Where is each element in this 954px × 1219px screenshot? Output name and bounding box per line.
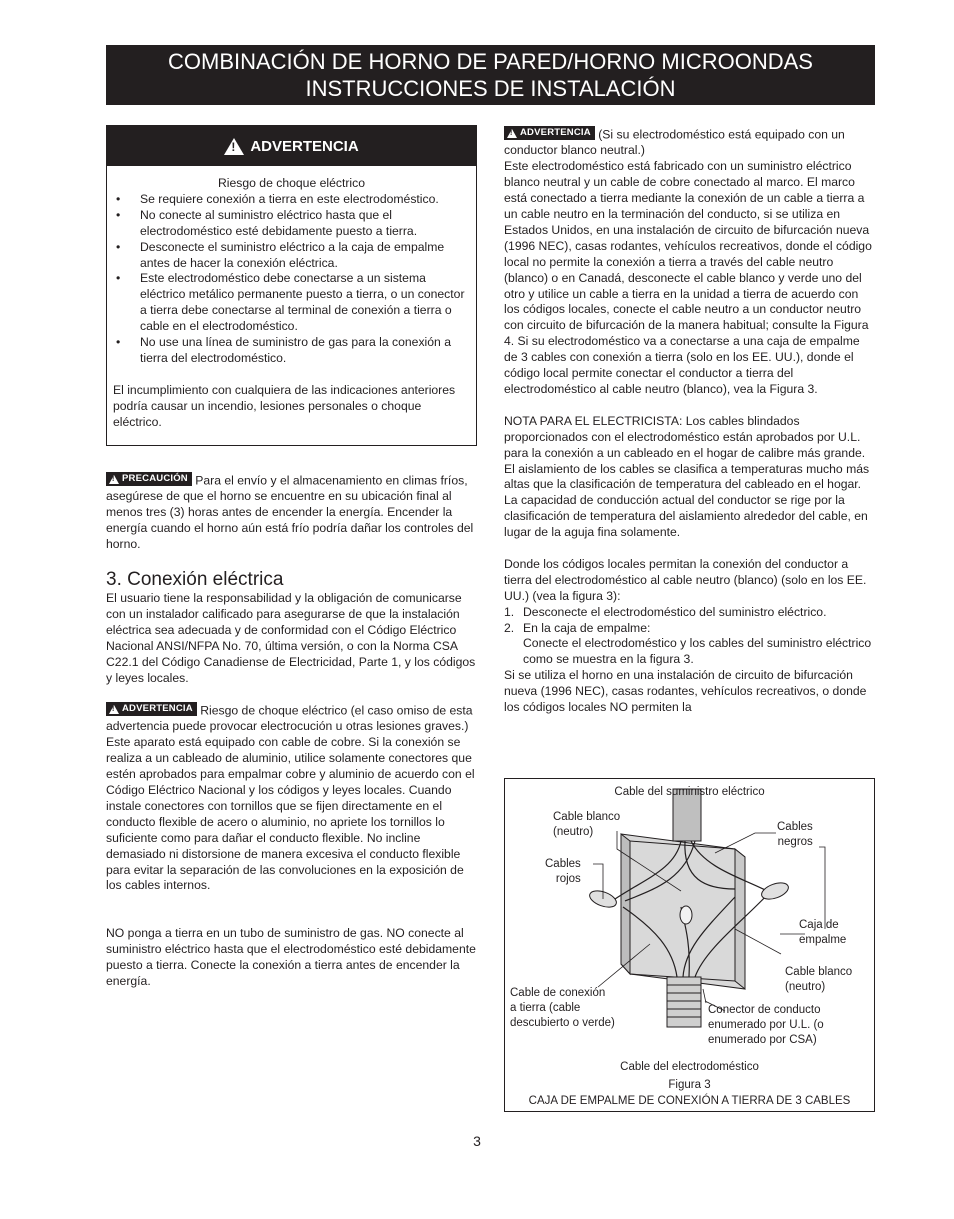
warning-tag: ! ADVERTENCIA [106,702,197,716]
figure-caption: CAJA DE EMPALME DE CONEXIÓN A TIERRA DE 3 CABLES [528,1095,851,1107]
warning-list-item: • No use una línea de suministro de gas para la conexión a tierra del electrodoméstico. [113,335,470,367]
section-intro: El usuario tiene la responsabilidad y la obligación de comunicarse con un instalador calificado para asegurarse de que la instalación eléctrica sea adecuada y de conformidad con el Código Eléctrico Nacional ANSI/NFPA No. 70, última versión, o con la Norma CSA C22.1 del Código Canadiense de Electricidad, Parte 1, y los códigos y leyes locales. [106,591,476,685]
paragraph-branch-circuit: Si se utiliza el horno en una instalación de circuito de bifurcación nueva (1996 NEC), casas rodantes, vehículos recreativos, o donde los códigos locales NO permiten la [504,668,867,715]
step-item: 2. En la caja de empalme: Conecte el electrodoméstico y los cables del suministro eléctrico como se muestra en la figura 3. [504,621,876,669]
figure-number: Figura 3 [668,1079,711,1091]
figure-label-junction-box: Caja de empalme [799,919,847,946]
step-item: 1. Desconecte el electrodoméstico del suministro eléctrico. [504,604,827,619]
copper-warning-text: Riesgo de choque eléctrico (el caso omiso de esta advertencia puede provocar electrocución u otras lesiones graves.) Este aparato está equipado con cable de cobre. Si la conexión se realiza a un cableado de aluminio, utilice solamente conectores que estén aprobados para empalmar cobre y aluminio de acuerdo con el Código Eléctrico Nacional y los códigos y leyes locales. Cuando instale conectores con tornillos que se fijen directamente en el conducto flexible de acero o aluminio, no apriete los tornillos lo suficiente como para dañar el conducto flexible. No incline demasiado ni distorsione de manera excesiva el conducto flexible para evitar la separación de las convoluciones en la exposición de los cables internos. [106,703,475,893]
step-sub-text: Conecte el electrodoméstico y los cables del suministro eléctrico como se muestra en la figura 3. [523,636,872,667]
paragraph-electrician-note: NOTA PARA EL ELECTRICISTA: Los cables blindados proporcionados con el electrodoméstico están aprobados por U.L. para la conexión a un cableado en el hogar de calibre más grande. El aislamiento de los cables se clasifica a temperaturas mucho más altas que la clasificación de temperatura del cableado en el hogar. La capacidad de conducción actual del conductor se rige por la clasificación de temperatura del aislamiento alrededor del cable, en lugar de la aguja fina solamente. [504,413,870,540]
warning-box-heading: ADVERTENCIA [250,137,359,155]
figure-label-white-neutral-top: Cable blanco (neutro) [553,811,621,838]
figure-label-supply-cable: Cable del suministro eléctrico [614,786,765,798]
warning-list [113,192,470,367]
warning-list-item: • Este electrodoméstico debe conectarse a un sistema eléctrico metálico permanente puesto a tierra, o un conector a tierra debe conectarse al terminal de conexión a tierra o cable en el electrodoméstico. [113,271,470,335]
figure-label-conduit-connector: Conector de conducto enumerado por U.L. (o enumerado por CSA) [708,1004,824,1046]
caution-paragraph [106,472,476,553]
paragraph-local-codes: Donde los códigos locales permitan la conexión del conductor a tierra del electrodoméstico al cable neutro (blanco) (solo en los EE. UU.) (vea la figura 3): [504,556,867,603]
section-heading: 3. Conexión eléctrica [106,569,284,590]
steps-list [504,605,876,669]
warning-triangle-icon [224,138,244,155]
warning-box-footer: El incumplimiento con cualquiera de las indicaciones anteriores podría causar un incendio, lesiones personales o choque eléctrico. [113,382,456,429]
copper-warning-paragraph [106,702,476,894]
page-title-line2: INSTRUCCIONES DE INSTALACIÓN [305,76,676,101]
ground-note: NO ponga a tierra en un tubo de suministro de gas. NO conecte al suministro eléctrico hasta que el electrodoméstico esté debidamente puesto a tierra. Conecte la conexión a tierra antes de encender la energía. [106,926,476,988]
figure-label-white-neutral-bottom: Cable blanco (neutro) [785,966,853,993]
warning-list-item: • Se requiere conexión a tierra en este electrodoméstico. [113,192,470,208]
figure-label-ground-cable: Cable de conexión a tierra (cable descubierto o verde) [510,987,615,1029]
section-electrical [106,569,476,686]
figure-label-red-cables: Cables rojos [545,858,581,885]
caution-tag: ! PRECAUCIÓN [106,472,192,486]
warning-triangle-icon [507,129,517,138]
neutral-warning-paragraph [504,126,876,159]
page-title-line1: COMBINACIÓN DE HORNO DE PARED/HORNO MICROONDAS [168,49,813,74]
figure-label-appliance-cable: Cable del electrodoméstico [620,1061,759,1073]
warning-box-header [107,126,476,166]
caution-text: Para el envío y el almacenamiento en climas fríos, asegúrese de que el horno se encuentre en su ubicación final al menos tres (3) horas antes de encender la energía. Encender la energía cuando el horno aún está frío podría dañar los controles del horno. [106,473,474,552]
neutral-warning-text: (Si su electrodoméstico está equipado con un conductor blanco neutral.) [504,127,845,158]
right-column-text [504,126,876,716]
warning-triangle-icon [109,705,119,714]
page-number: 3 [473,1133,481,1149]
paragraph-grounding: Este electrodoméstico está fabricado con un suministro eléctrico blanco neutral y un cable de cobre conectado al marco. El marco está conectado a tierra mediante la conexión de un cable a tierra a un cable neutro en la terminación del conducto, si se utiliza en Estados Unidos, en una instalación de circuito de bifurcación nueva (1996 NEC), casas rodantes, vehículos recreativos, donde el código local no permite la conexión a tierra a través del cable neutro (blanco) o en Canadá, desconecte el cable blanco y verde uno del otro y utilice un cable a tierra en la unidad a tierra de acuerdo con los códigos locales, conecte el cable neutro a un conductor neutro con circuito de bifurcación de la manera habitual; consulte la Figura 4. Si su electrodoméstico va a conectarse a una caja de empalme de 3 cables con conexión a tierra (solo en los EE. UU.), donde el código local permite conectar el conductor a tierra del electrodoméstico al cable neutro (blanco), vea la Figura 3. [504,159,872,396]
warning-triangle-icon [109,475,119,484]
warning-list-item: • No conecte al suministro eléctrico hasta que el electrodoméstico esté debidamente puesto a tierra. [113,208,470,240]
page-title-banner [106,45,875,105]
warning-list-item: • Desconecte el suministro eléctrico a la caja de empalme antes de hacer la conexión eléctrica. [113,240,470,272]
electric-shock-warning-box [106,125,477,446]
figure-3 [504,778,875,1112]
warning-tag: ! ADVERTENCIA [504,126,595,140]
figure-label-black-cables: Cables negros [777,821,813,848]
warning-box-subtitle: Riesgo de choque eléctrico [217,176,366,190]
